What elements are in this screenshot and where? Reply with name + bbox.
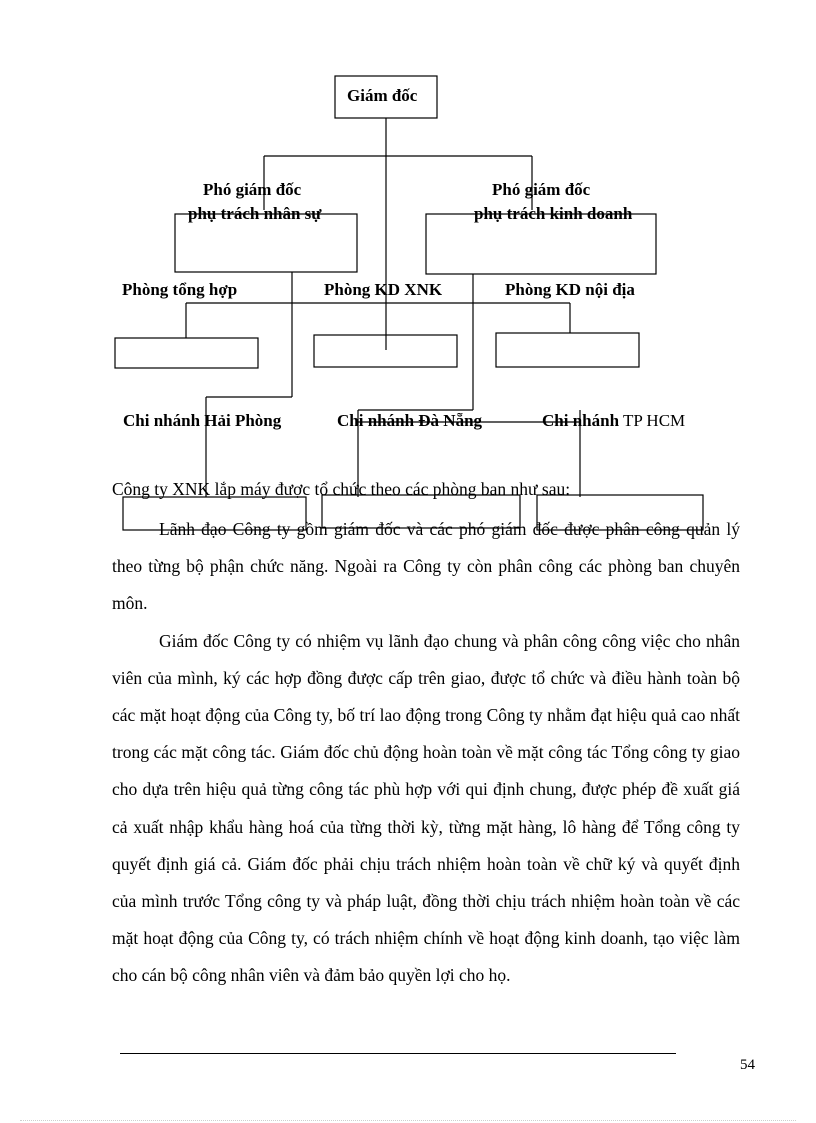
branch-haiphong-label: Chi nhánh Hải Phòng <box>123 411 282 430</box>
dept-import-export-label: Phòng KD XNK <box>324 280 443 299</box>
page-edge-dots <box>20 1120 796 1121</box>
director-label: Giám đốc <box>347 86 418 105</box>
branch-hcm-bold: Chi nhánh <box>542 411 620 430</box>
branch-danang-label: Chi nhánh Đà Nẵng <box>337 411 483 430</box>
dept-general-label: Phòng tổng hợp <box>122 280 238 299</box>
body-text <box>112 511 740 995</box>
paragraph-director-duties: Giám đốc Công ty có nhiệm vụ lãnh đạo chung và phân công công việc cho nhân viên của mình, ký các hợp đồng được cấp trên giao, được tổ chức và điều hành toàn bộ các mặt hoạt động của Công ty, bố trí lao động trong Công ty nhằm đạt hiệu quả cao nhất trong các mặt công tác. Giám đốc chủ động hoàn toàn về mặt công tác Tổng công ty giao cho dựa trên hiệu quả từng công tác phù hợp với qui định chung, được phép đề xuất giá cả xuất nhập khẩu hàng hoá của từng thời kỳ, từng mặt hàng, lô hàng để Tổng công ty quyết định giá cả. Giám đốc phải chịu trách nhiệm hoàn toàn về chữ ký và quyết định của mình trước Tổng công ty và pháp luật, đồng thời chịu trách nhiệm hoàn toàn về các mặt hoạt động của Công ty, có trách nhiệm chính về hoạt động kinh doanh, tạo việc làm cho cán bộ công nhân viên và đảm bảo quyền lợi cho họ. <box>112 630 740 986</box>
footer-rule <box>120 1053 676 1054</box>
branch-hcm-label <box>542 411 685 431</box>
branch-hcm-city: TP HCM <box>619 411 686 430</box>
deputy-hr-title: Phó giám đốc <box>203 180 302 199</box>
page-number: 54 <box>740 1057 755 1073</box>
deputy-biz-subtitle: phụ trách kinh doanh <box>474 204 633 223</box>
dept-general-box <box>115 338 258 368</box>
deputy-biz-title: Phó giám đốc <box>492 180 591 199</box>
paragraph-leadership: Lãnh đạo Công ty gồm giám đốc và các phó giám đốc được phân công quản lý theo từng bộ phận chức năng. Ngoài ra Công ty còn phân công các phòng ban chuyên môn. <box>112 519 740 614</box>
dept-domestic-label: Phòng KD nội địa <box>505 280 635 299</box>
deputy-hr-subtitle: phụ trách nhân sự <box>188 204 322 223</box>
dept-domestic-box <box>496 333 639 367</box>
intro-sentence: Công ty XNK lắp máy được tổ chức theo các phòng ban như sau: <box>112 479 571 499</box>
